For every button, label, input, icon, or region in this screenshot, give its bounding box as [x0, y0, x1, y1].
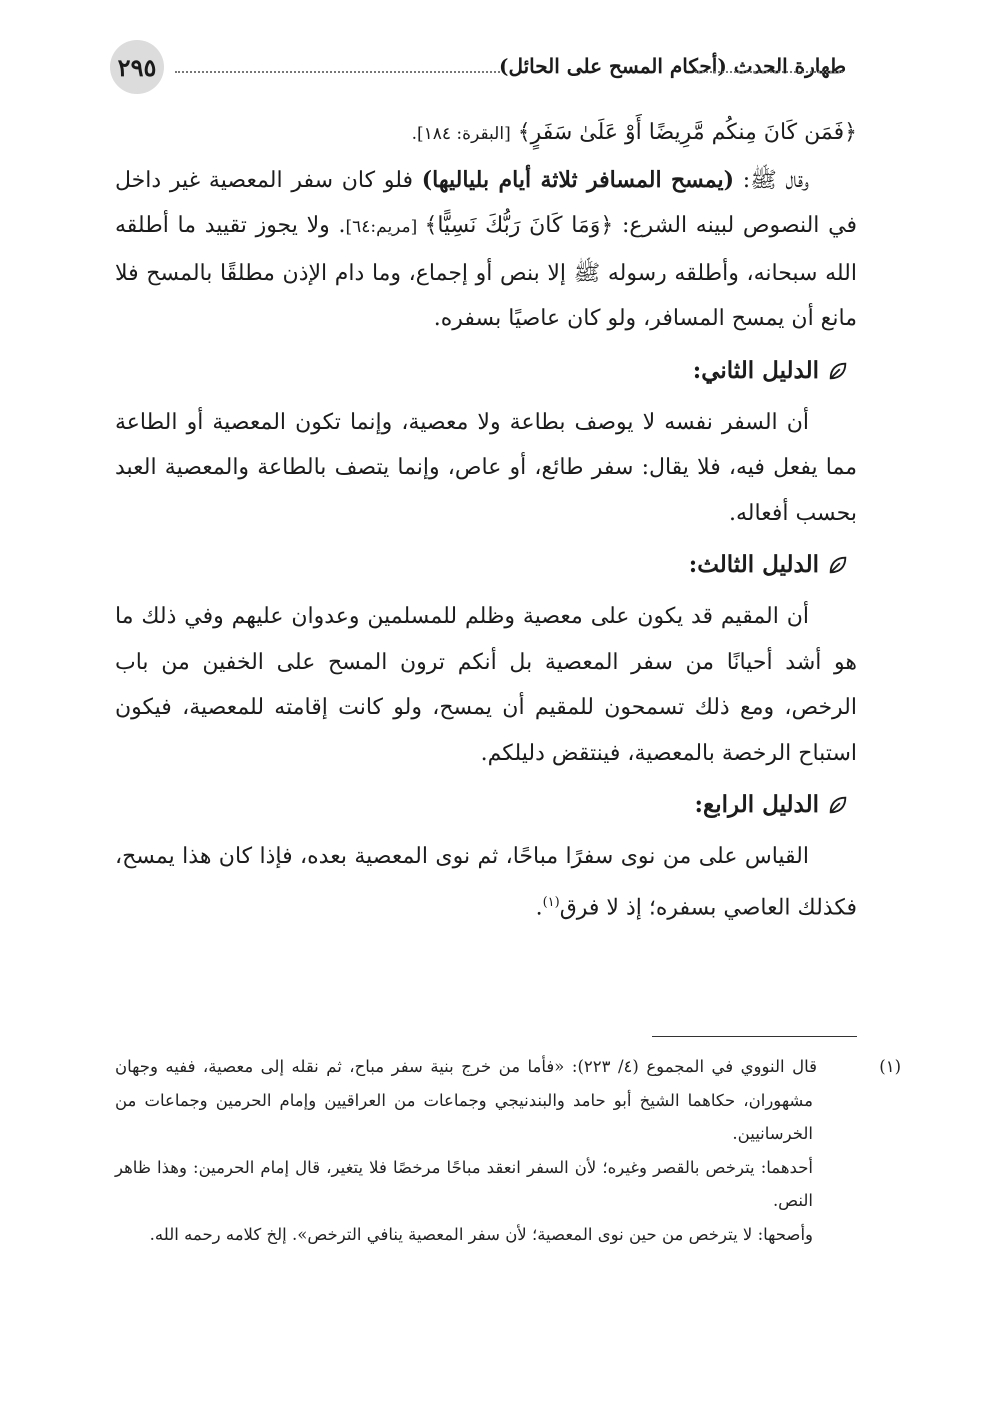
- main-text: [115, 110, 857, 930]
- paragraph-4: [115, 834, 857, 930]
- section-heading: [115, 342, 857, 400]
- footnote-text-block: وأصحها: لا يترخص من حين نوى المعصية؛ لأن سفر المعصية ينافي الترخص». إلخ كلامه رحمه الله.: [149, 1224, 813, 1244]
- heading-text: الدليل الثالث:: [688, 551, 819, 578]
- leaf-bullet-icon: [827, 554, 849, 576]
- section-heading: [115, 776, 857, 834]
- leaf-bullet-icon: [827, 360, 849, 382]
- verse-reference: [البقرة: ١٨٤].: [411, 124, 511, 144]
- page-number-badge: ٢٩٥: [110, 40, 164, 94]
- footnote-separator: [652, 1036, 857, 1037]
- quran-verse: ﴿فَمَن كَانَ مِنكُم مَّرِيضًا أَوْ عَلَىٰ سَفَرٍ﴾: [517, 120, 857, 145]
- paragraph-text: وقال ﷺ:: [734, 167, 809, 193]
- paragraph-2: أن السفر نفسه لا يوصف بطاعة ولا معصية، وإنما تكون المعصية أو الطاعة مما يفعل فيه، فلا يقال: سفر طائع، أو عاص، وإنما يتصف بالطاعة والمعصية العبد بحسب أفعاله.: [115, 409, 857, 526]
- leaf-bullet-icon: [827, 794, 849, 816]
- header-leader-dots-left: [175, 71, 500, 73]
- footnotes: [115, 1050, 902, 1251]
- footnote-number: (١): [879, 1057, 902, 1076]
- running-title: طهارة الحدث (أحكام المسح على الحائل): [499, 54, 846, 78]
- footnote-marker[interactable]: (١): [542, 894, 560, 910]
- paragraph-3: أن المقيم قد يكون على معصية وظلم للمسلمين وعدوان عليهم وفي ذلك ما هو أشد أحيانًا من سفر المعصية بل أنكم ترون المسح على الخفين من باب الرخص، ومع ذلك تسمحون للمقيم أن يمسح، ولو كانت إقامته للمعصية، فيكون استباح الرخصة بالمعصية، فينتقض دليلكم.: [115, 604, 857, 766]
- paragraph-text: . ولا يجوز تقييد ما أطلقه الله سبحانه، وأطلقه رسوله ﷺ إلا بنص أو إجماع، وما دام الإذن مطلقًا بالمسح فلا مانع أن يمسح المسافر، ولو كان عاصيًا بسفره.: [115, 213, 857, 331]
- footnote-text: قال النووي في المجموع (٤/ ٢٢٣): «فأما من خرج بنية سفر مباح، ثم نقله إلى معصية، ففيه وجهان مشهوران، حكاهما الشيخ أبو حامد والبندنيجي وجماعات من العراقيين وإمام الحرمين وجماعات من الخرسانيين.: [115, 1057, 818, 1143]
- verse-reference: [مريم:٦٤]: [345, 217, 425, 237]
- header-leader-dots-right: [695, 71, 843, 73]
- footnote-1: [115, 1050, 902, 1151]
- footnote-text-block: أحدهما: يترخص بالقصر وغيره؛ لأن السفر انعقد مباحًا مرخصًا فلا يتغير، قال إمام الحرمين: وهذا ظاهر النص.: [115, 1157, 813, 1210]
- quran-verse: ﴿وَمَا كَانَ رَبُّكَ نَسِيًّا﴾: [424, 213, 614, 238]
- verse-line: [115, 110, 857, 158]
- paragraph-text: القياس على من نوى سفرًا مباحًا، ثم نوى المعصية بعده، فإذا كان هذا يمسح، فكذلك العاصي بسفره؛ إذ لا فرق: [115, 844, 857, 920]
- paragraph-text: فلو كان سفر المعصية غير داخل في النصوص لبينه الشرع:: [115, 167, 857, 238]
- heading-text: الدليل الثاني:: [692, 356, 819, 384]
- heading-text: الدليل الرابع:: [694, 791, 819, 818]
- section-heading: [115, 536, 857, 594]
- page-header: [110, 40, 850, 98]
- paragraph-text: .: [535, 894, 543, 920]
- paragraph-1: [115, 158, 857, 342]
- hadith-quote: (يمسح المسافر ثلاثة أيام بلياليها): [421, 166, 735, 193]
